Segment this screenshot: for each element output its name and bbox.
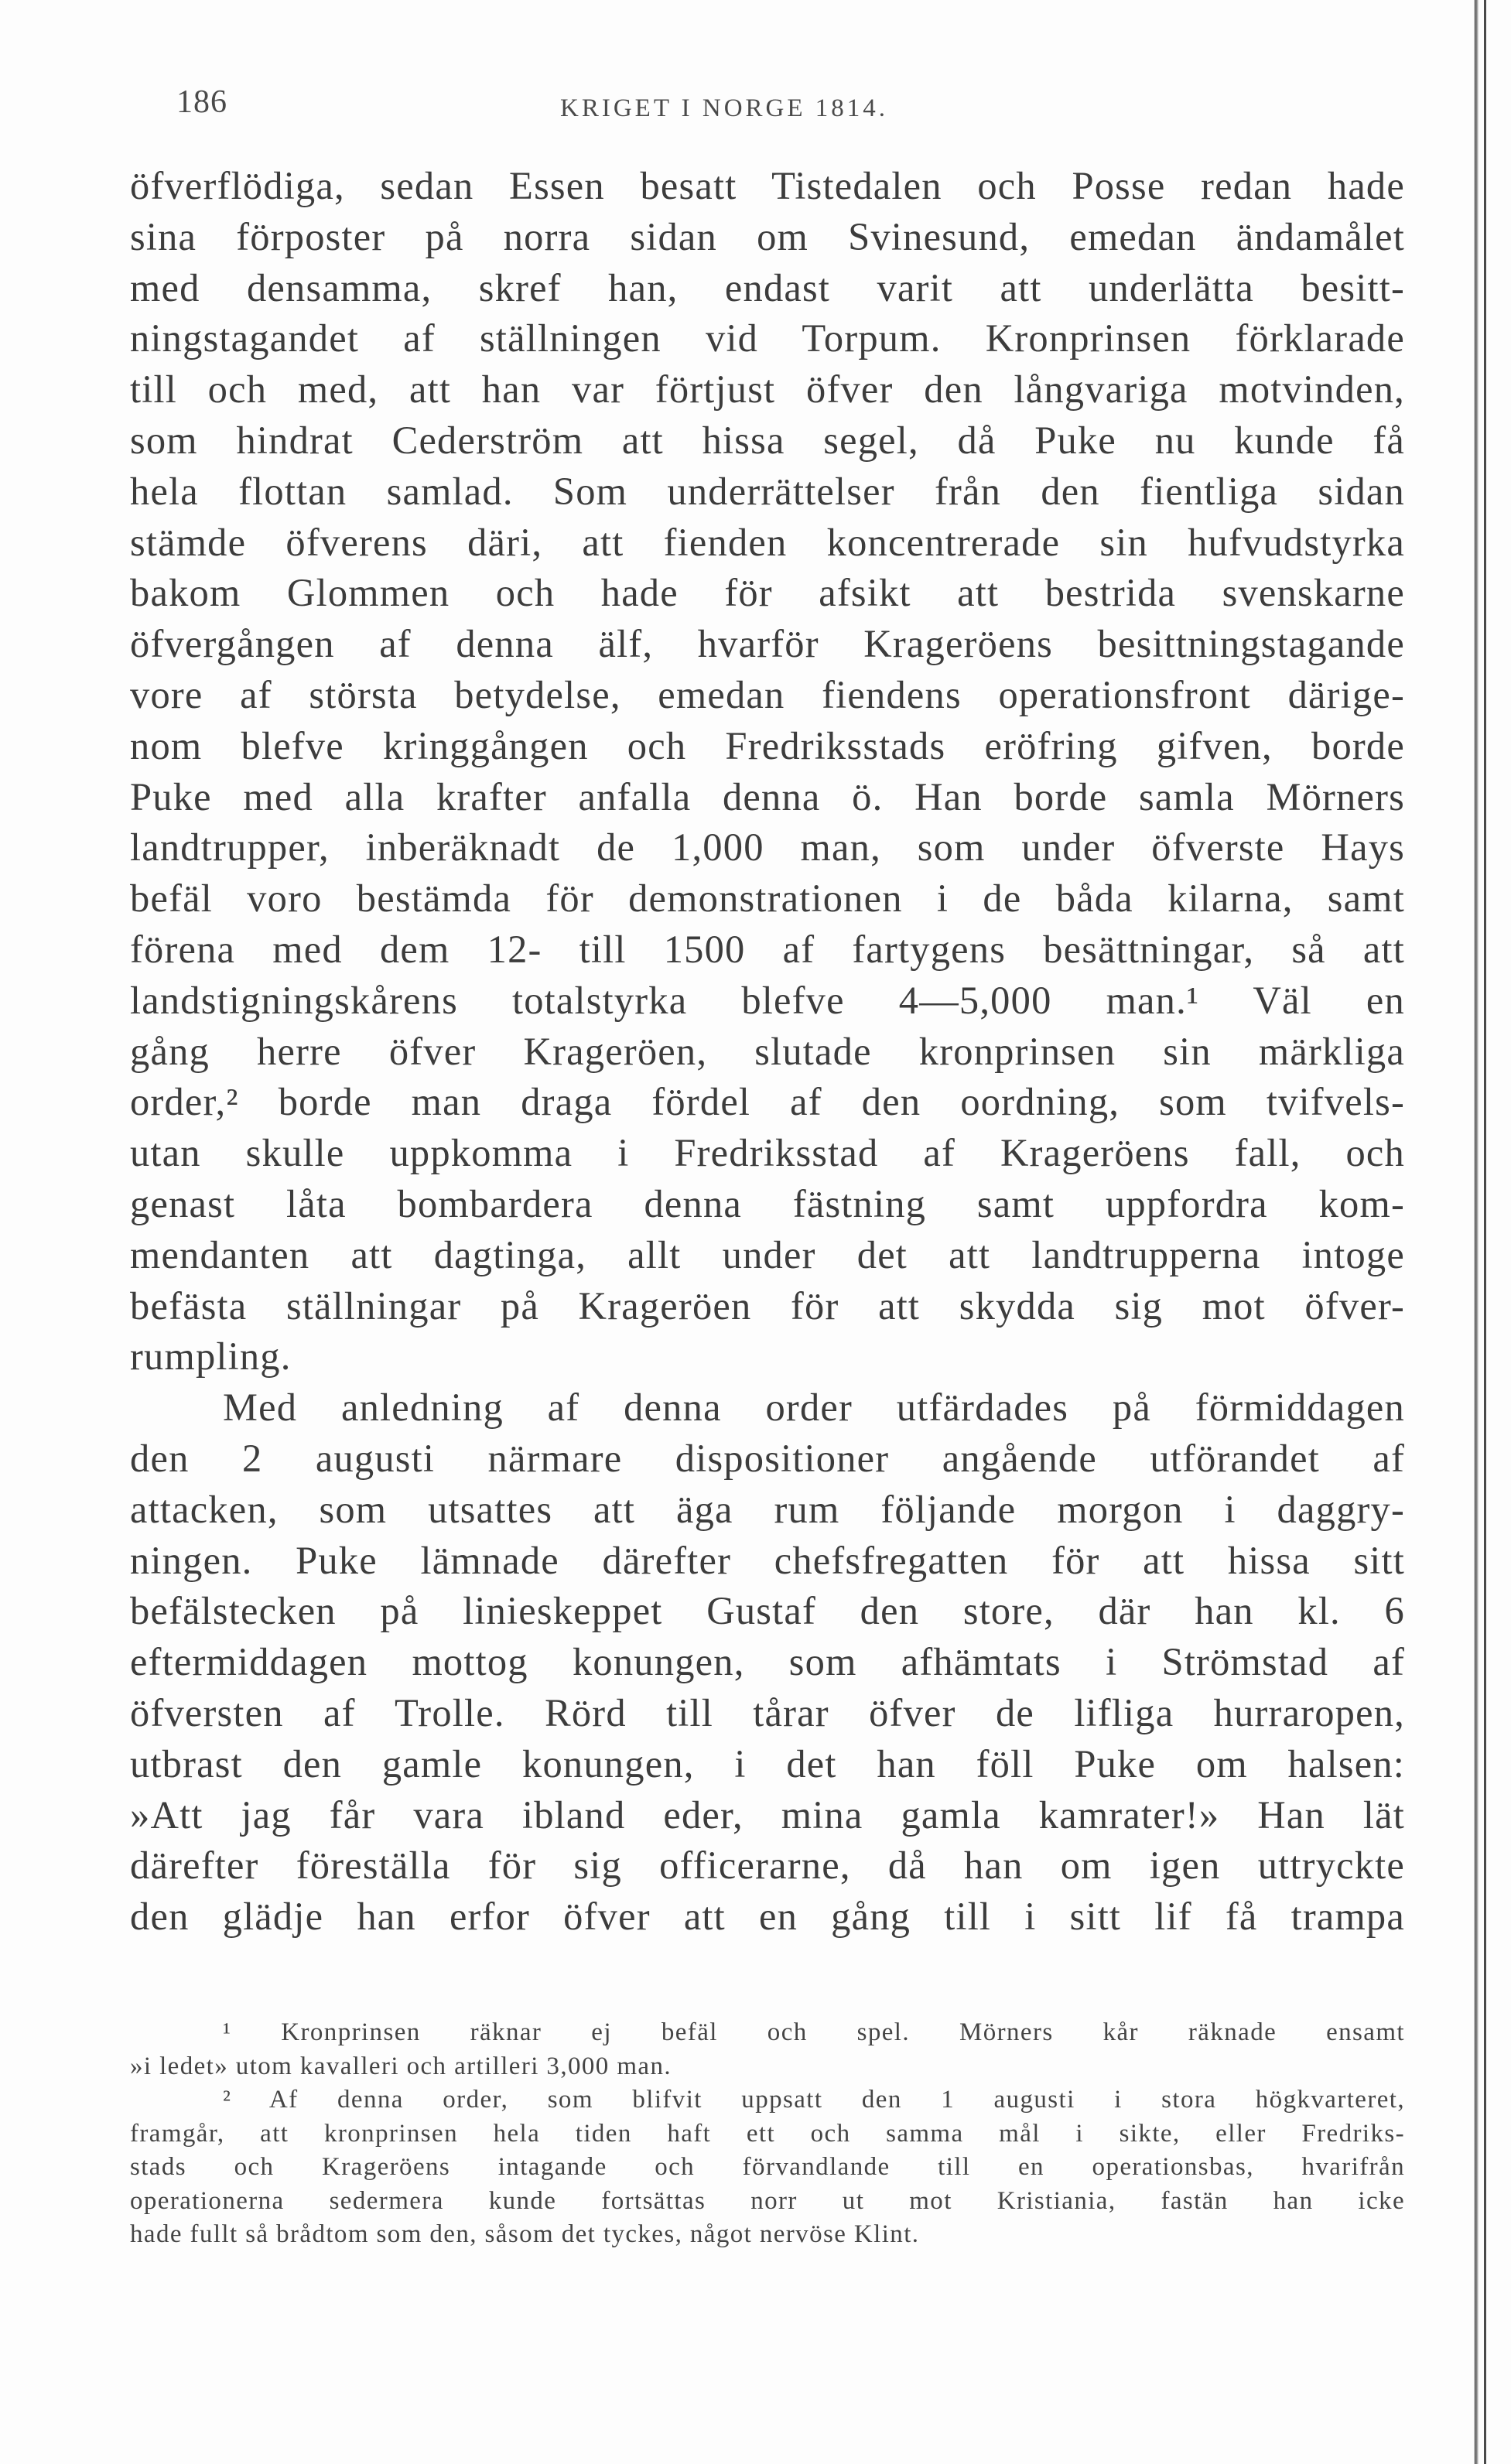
text-line: ningen. Puke lämnade därefter chefsfregatten för att hissa sitt <box>130 1538 1405 1582</box>
text-line: förena med dem 12- till 1500 af fartygens besättningar, så att <box>130 927 1405 971</box>
text-line: öfvergången af denna älf, hvarför Krageröens besittningstagande <box>130 622 1405 666</box>
text-line: stämde öfverens däri, att fienden koncentrerade sin hufvudstyrka <box>130 520 1405 564</box>
footnote-line: »i ledet» utom kavalleri och artilleri 3,000 man. <box>130 2052 672 2080</box>
text-line: Puke med alla krafter anfalla denna ö. Han borde samla Mörners <box>130 774 1405 818</box>
footnote-line: ¹ Kronprinsen räknar ej befäl och spel. Mörners kår räknade ensamt <box>223 2018 1405 2046</box>
text-line: nom blefve kringgången och Fredriksstads eröfring gifven, borde <box>130 723 1405 767</box>
paragraph-2 <box>130 1382 1405 1943</box>
text-line: rumpling. <box>130 1335 292 1379</box>
text-line: utbrast den gamle konungen, i det han föll Puke om halsen: <box>130 1741 1405 1786</box>
footnote-2 <box>130 2083 1405 2252</box>
text-line: »Att jag får vara ibland eder, mina gamla kamrater!» Han lät <box>130 1792 1405 1837</box>
paragraph-1 <box>130 161 1405 1382</box>
text-line: befälstecken på linieskeppet Gustaf den store, där han kl. 6 <box>130 1589 1405 1633</box>
body-text <box>130 161 1405 1943</box>
text-line: utan skulle uppkomma i Fredriksstad af Krageröens fall, och <box>130 1131 1405 1175</box>
text-line: därefter föreställa för sig officerarne, då han om igen uttryckte <box>130 1844 1405 1888</box>
text-line: till och med, att han var förtjust öfver den långvariga motvinden, <box>130 367 1405 412</box>
text-line: attacken, som utsattes att äga rum följande morgon i daggry- <box>130 1487 1405 1531</box>
text-line: sina förposter på norra sidan om Svinesund, emedan ändamålet <box>130 214 1405 258</box>
text-line: öfversten af Trolle. Rörd till tårar öfver de lifliga hurraropen, <box>130 1690 1405 1734</box>
text-line: som hindrat Cederström att hissa segel, då Puke nu kunde få <box>130 418 1405 462</box>
footnote-line: framgår, att kronprinsen hela tiden haft ett och samma mål i sikte, eller Fredriks- <box>130 2119 1405 2148</box>
text-line: öfverflödiga, sedan Essen besatt Tistedalen och Posse redan hade <box>130 164 1405 207</box>
text-line: Med anledning af denna order utfärdades på förmiddagen <box>223 1386 1405 1430</box>
text-line: den 2 augusti närmare dispositioner angående utförandet af <box>130 1436 1405 1480</box>
text-line: landstigningskårens totalstyrka blefve 4—5,000 man.¹ Väl en <box>130 978 1405 1022</box>
footnote-1 <box>130 2016 1405 2083</box>
text-line: med densamma, skref han, endast varit att underlätta besitt- <box>130 265 1405 309</box>
page-edge-line <box>1484 0 1486 2464</box>
text-line: order,² borde man draga fördel af den oordning, som tvifvels- <box>130 1080 1405 1124</box>
page-header <box>176 84 1414 138</box>
text-line: ningstagandet af ställningen vid Torpum. Kronprinsen förklarade <box>130 316 1405 361</box>
page-number: 186 <box>176 84 227 120</box>
text-line: genast låta bombardera denna fästning samt uppfordra kom- <box>130 1181 1405 1225</box>
running-head: KRIGET I NORGE 1814. <box>560 94 889 122</box>
text-line: mendanten att dagtinga, allt under det att landtrupperna intoge <box>130 1232 1405 1276</box>
text-line: eftermiddagen mottog konungen, som afhämtats i Strömstad af <box>130 1640 1405 1684</box>
footnote-line: operationerna sedermera kunde fortsättas norr ut mot Kristiania, fastän han icke <box>130 2186 1405 2215</box>
footnotes <box>130 2016 1405 2252</box>
footnote-line: ² Af denna order, som blifvit uppsatt den 1 augusti i stora högkvarteret, <box>223 2086 1405 2114</box>
text-line: vore af största betydelse, emedan fiendens operationsfront därige- <box>130 672 1405 716</box>
footnote-line: hade fullt så brådtom som den, såsom det tyckes, något nervöse Klint. <box>130 2220 920 2248</box>
footnote-line: stads och Krageröens intagande och förvandlande till en operationsbas, hvarifrån <box>130 2153 1405 2181</box>
text-line: gång herre öfver Krageröen, slutade kronprinsen sin märkliga <box>130 1029 1405 1073</box>
text-line: befästa ställningar på Krageröen för att skydda sig mot öfver- <box>130 1283 1405 1328</box>
text-line: den glädje han erfor öfver att en gång till i sitt lif få trampa <box>130 1895 1405 1939</box>
text-line: befäl voro bestämda för demonstrationen i de båda kilarna, samt <box>130 877 1405 921</box>
text-line: landtrupper, inberäknadt de 1,000 man, som under öfverste Hays <box>130 825 1405 870</box>
page-edge-shadow <box>1474 0 1479 2464</box>
text-line: hela flottan samlad. Som underrättelser från den fientliga sidan <box>130 469 1405 513</box>
text-line: bakom Glommen och hade för afsikt att bestrida svenskarne <box>130 571 1405 615</box>
